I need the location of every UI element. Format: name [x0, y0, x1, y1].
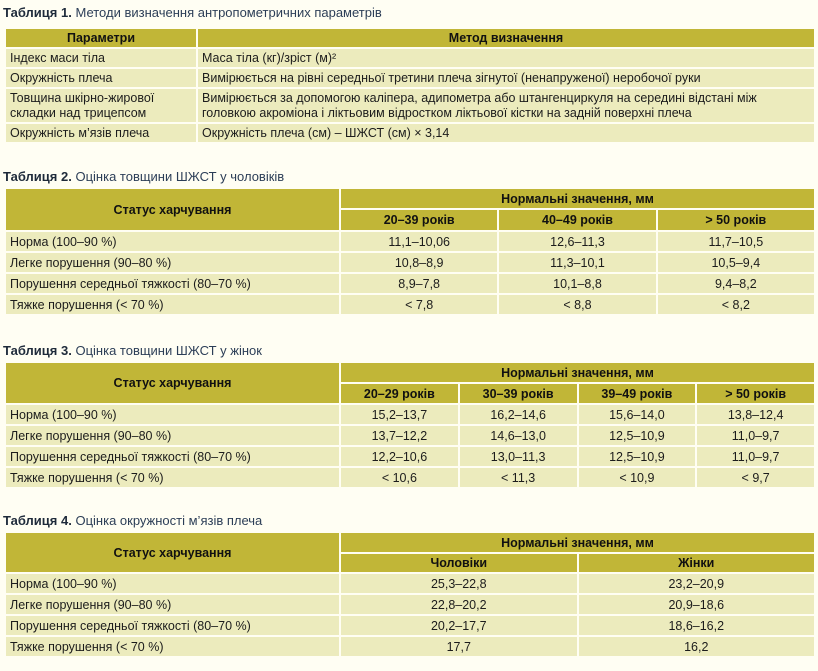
table2-status: Порушення середньої тяжкості (80–70 %) — [6, 274, 339, 293]
table3-value: 11,0–9,7 — [697, 426, 814, 445]
table-row — [6, 274, 814, 293]
table-row — [6, 637, 814, 656]
table4-header-status: Статус харчування — [6, 533, 339, 572]
table4-value: 20,2–17,7 — [341, 616, 577, 635]
table3-title: Оцінка товщини ШЖСТ у жінок — [75, 343, 262, 358]
table2 — [4, 187, 816, 316]
table-row — [6, 69, 814, 87]
table1-number: Таблиця 1. — [3, 5, 72, 20]
table2-value: 11,7–10,5 — [658, 232, 814, 251]
table1-param: Індекс маси тіла — [6, 49, 196, 67]
table4-value: 17,7 — [341, 637, 577, 656]
table-row — [6, 124, 814, 142]
table4-value: 18,6–16,2 — [579, 616, 815, 635]
table3-status: Тяжке порушення (< 70 %) — [6, 468, 339, 487]
table4 — [4, 531, 816, 658]
table1-header-method: Метод визначення — [198, 29, 814, 47]
table4-status: Норма (100–90 %) — [6, 574, 339, 593]
table1-caption — [3, 5, 382, 21]
table1-method: Окружність плеча (см) – ШЖСТ (см) × 3,14 — [198, 124, 814, 142]
table3-subheader: 30–39 років — [460, 384, 577, 403]
table-row — [6, 295, 814, 314]
table2-value: 12,6–11,3 — [499, 232, 655, 251]
table4-status: Порушення середньої тяжкості (80–70 %) — [6, 616, 339, 635]
table-row — [6, 595, 814, 614]
table4-caption — [3, 513, 262, 529]
table3-value: < 11,3 — [460, 468, 577, 487]
table4-value: 22,8–20,2 — [341, 595, 577, 614]
table2-header-group: Нормальні значення, мм — [341, 189, 814, 208]
table3-value: 15,2–13,7 — [341, 405, 458, 424]
table4-header-group: Нормальні значення, мм — [341, 533, 814, 552]
table3-value: < 10,9 — [579, 468, 696, 487]
table3-value: < 9,7 — [697, 468, 814, 487]
table1-header-params: Параметри — [6, 29, 196, 47]
table3-value: 13,8–12,4 — [697, 405, 814, 424]
table-row — [6, 253, 814, 272]
table3-subheader: 39–49 років — [579, 384, 696, 403]
table4-status: Тяжке порушення (< 70 %) — [6, 637, 339, 656]
table4-number: Таблиця 4. — [3, 513, 72, 528]
table2-status: Норма (100–90 %) — [6, 232, 339, 251]
table2-value: 10,1–8,8 — [499, 274, 655, 293]
table3 — [4, 361, 816, 489]
table3-status: Легке порушення (90–80 %) — [6, 426, 339, 445]
table1-param: Товщина шкірно-жирової складки над трицепсом — [6, 89, 196, 122]
table3-value: 14,6–13,0 — [460, 426, 577, 445]
table-row — [6, 468, 814, 487]
table4-value: 25,3–22,8 — [341, 574, 577, 593]
table3-header-group: Нормальні значення, мм — [341, 363, 814, 382]
table3-value: < 10,6 — [341, 468, 458, 487]
table2-status: Тяжке порушення (< 70 %) — [6, 295, 339, 314]
table4-title: Оцінка окружності м’язів плеча — [75, 513, 263, 528]
table4-subheader: Жінки — [579, 554, 815, 572]
table2-value: < 7,8 — [341, 295, 497, 314]
table2-value: 8,9–7,8 — [341, 274, 497, 293]
table3-value: 11,0–9,7 — [697, 447, 814, 466]
table-row — [6, 89, 814, 122]
table1-method: Вимірюється за допомогою каліпера, адипометра або штангенциркуля на середині відстані між головкою акроміона і ліктьовим відростком ліктьової кістки на задній поверхні плеча — [198, 89, 814, 122]
table1-param: Окружність плеча — [6, 69, 196, 87]
table2-value: 11,1–10,06 — [341, 232, 497, 251]
table2-caption — [3, 169, 284, 185]
table4-value: 20,9–18,6 — [579, 595, 815, 614]
table2-header-row — [6, 189, 814, 208]
table3-header-status: Статус харчування — [6, 363, 339, 403]
table2-value: < 8,8 — [499, 295, 655, 314]
table2-title: Оцінка товщини ШЖСТ у чоловіків — [75, 169, 285, 184]
table2-subheader: > 50 років — [658, 210, 814, 230]
table4-header-row — [6, 533, 814, 552]
table2-value: 10,5–9,4 — [658, 253, 814, 272]
table2-value: 10,8–8,9 — [341, 253, 497, 272]
table1-param: Окружність м’язів плеча — [6, 124, 196, 142]
table2-subheader: 20–39 років — [341, 210, 497, 230]
table1-title: Методи визначення антропометричних параметрів — [75, 5, 382, 20]
table3-status: Порушення середньої тяжкості (80–70 %) — [6, 447, 339, 466]
table4-subheader: Чоловіки — [341, 554, 577, 572]
table3-subheader: 20–29 років — [341, 384, 458, 403]
table3-value: 13,7–12,2 — [341, 426, 458, 445]
table-row — [6, 426, 814, 445]
table3-header-row — [6, 363, 814, 382]
table2-status: Легке порушення (90–80 %) — [6, 253, 339, 272]
table4-status: Легке порушення (90–80 %) — [6, 595, 339, 614]
table3-status: Норма (100–90 %) — [6, 405, 339, 424]
table2-header-status: Статус харчування — [6, 189, 339, 230]
table4-value: 16,2 — [579, 637, 815, 656]
table3-value: 12,2–10,6 — [341, 447, 458, 466]
table1-header-row — [6, 29, 814, 47]
table3-value: 16,2–14,6 — [460, 405, 577, 424]
table3-value: 13,0–11,3 — [460, 447, 577, 466]
table1-method: Маса тіла (кг)/зріст (м)² — [198, 49, 814, 67]
table2-value: < 8,2 — [658, 295, 814, 314]
table3-value: 12,5–10,9 — [579, 447, 696, 466]
table-row — [6, 405, 814, 424]
table2-subheader: 40–49 років — [499, 210, 655, 230]
table1 — [4, 27, 816, 144]
table3-subheader: > 50 років — [697, 384, 814, 403]
table2-value: 9,4–8,2 — [658, 274, 814, 293]
table3-value: 12,5–10,9 — [579, 426, 696, 445]
table2-number: Таблиця 2. — [3, 169, 72, 184]
table-row — [6, 574, 814, 593]
table-row — [6, 232, 814, 251]
table1-method: Вимірюється на рівні середньої третини плеча зігнутої (ненапруженої) неробочої руки — [198, 69, 814, 87]
table3-value: 15,6–14,0 — [579, 405, 696, 424]
table-row — [6, 447, 814, 466]
table3-number: Таблиця 3. — [3, 343, 72, 358]
table2-value: 11,3–10,1 — [499, 253, 655, 272]
table3-caption — [3, 343, 262, 359]
table-row — [6, 49, 814, 67]
table-row — [6, 616, 814, 635]
table4-value: 23,2–20,9 — [579, 574, 815, 593]
